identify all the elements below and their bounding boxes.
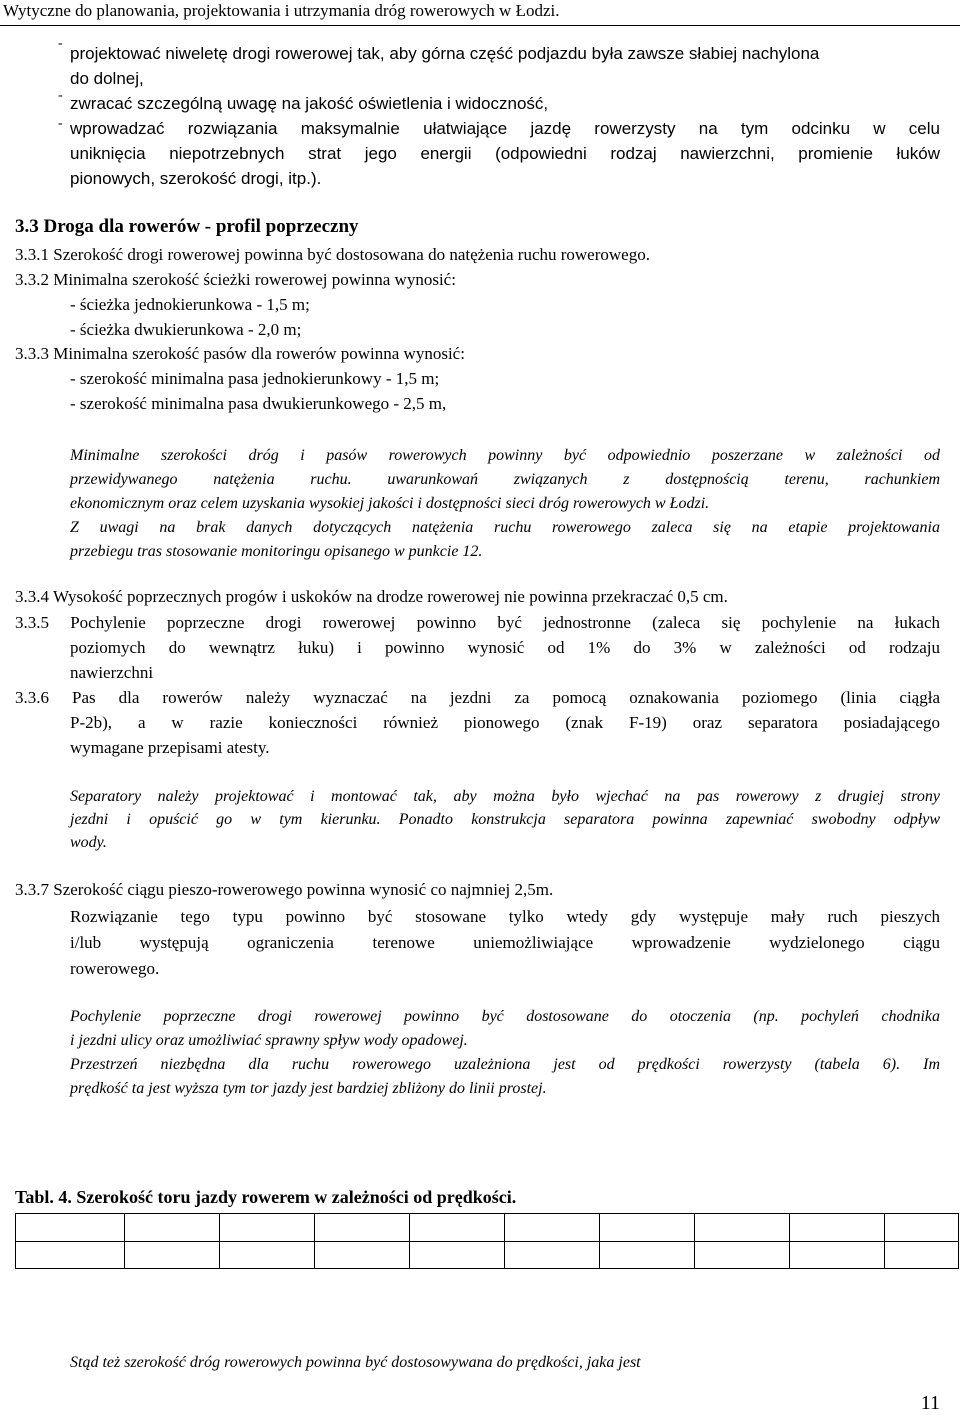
note-line: Pochylenie poprzeczne drogi rowerowej powinno być dostosowane do otoczenia (np. pochyleń chodnika [70,1008,940,1025]
paragraph-3-3-1: 3.3.1 Szerokość drogi rowerowej powinna być dostosowana do natężenia ruchu rowerowego. [15,245,650,264]
paragraph-line: P-2b), a w razie konieczności również pionowego (znak F-19) oraz separatora posiadającego [70,713,940,732]
paragraph-3-3-3: 3.3.3 Minimalna szerokość pasów dla rowerów powinna wynosić: [15,344,465,363]
paragraph-line: Rozwiązanie tego typu powinno być stosowane tylko wtedy gdy występuje mały ruch pieszych [70,907,940,926]
bullet-item-1 [70,41,940,91]
paragraph-3-3-2: 3.3.2 Minimalna szerokość ścieżki rowerowej powinna wynosić: [15,270,456,289]
bullet-marker: - [58,116,63,131]
table-cell [505,1214,600,1242]
table-cell [505,1241,600,1269]
footer-note: Stąd też szerokość dróg rowerowych powinna być dostosowywana do prędkości, jaka jest [70,1354,641,1371]
paragraph-3-3-7: 3.3.7 Szerokość ciągu pieszo-rowerowego powinna wynosić co najmniej 2,5m. [15,880,554,899]
note-line: prędkość ta jest wyższa tym tor jazdy jest bardziej zbliżony do linii prostej. [70,1080,547,1097]
paragraph-line: wymagane przepisami atesty. [70,738,270,757]
table-cell [315,1214,410,1242]
bullet-marker: - [58,36,63,51]
paragraph-line: i/lub występują ograniczenia terenowe uniemożliwiające wprowadzenie wydzielonego ciągu [70,933,940,952]
italic-note-separators [70,785,940,854]
table-cell [885,1241,959,1269]
note-line: ekonomicznym oraz celem uzyskania wysokiej jakości i dostępności sieci dróg rowerowych w Łodzi. [70,495,710,512]
list-item: - ścieżka dwukierunkowa - 2,0 m; [70,320,302,339]
bullet-line: projektować niweletę drogi rowerowej tak, aby górna część podjazdu była zawsze słabiej nachylona [70,44,820,63]
note-line: przebiegu tras stosowanie monitoringu opisanego w punkcie 12. [70,543,483,560]
paragraph-line: poziomych do wewnątrz łuku) i powinno wynosić od 1% do 3% w zależności od rodzaju [70,638,940,657]
bullet-marker: - [58,88,63,103]
note-line: Przestrzeń niezbędna dla ruchu rowerowego uzależniona jest od prędkości rowerzysty (tabela 6). Im [70,1056,940,1073]
table-cell [790,1214,885,1242]
note-line: Separatory należy projektować i montować tak, aby można było wjechać na pas rowerowy z drugiej strony [70,788,940,805]
note-line: Z uwagi na brak danych dotyczących natężenia ruchu rowerowego zaleca się na etapie projektowania [70,519,940,536]
table-cell [125,1214,220,1242]
bullet-item-2 [70,91,548,116]
table-cell [410,1214,505,1242]
bullet-line: wprowadzać rozwiązania maksymalnie ułatwiające jazdę rowerzysty na tym odcinku w celu [70,119,940,138]
table-cell [600,1214,695,1242]
bullet-item-3 [70,116,940,191]
table-cell [220,1241,315,1269]
note-line: wody. [70,834,107,851]
bullet-line: zwracać szczególną uwagę na jakość oświetlenia i widoczność, [70,94,549,113]
bullet-line: pionowych, szerokość drogi, itp.). [70,169,322,188]
section-heading: 3.3 Droga dla rowerów - profil poprzeczny [15,216,359,237]
italic-note-slope [70,1005,940,1101]
paragraph-line: 3.3.6 Pas dla rowerów należy wyznaczać na jezdni za pomocą oznakowania poziomego (linia ciągła [15,688,940,707]
table-cell [790,1241,885,1269]
paragraph-3-3-7-body [70,904,940,982]
table-cell [695,1241,790,1269]
paragraph-line: 3.3.5 Pochylenie poprzeczne drogi rowerowej powinno być jednostronne (zaleca się pochylenie na łukach [15,613,940,632]
paragraph-3-3-6 [15,685,940,760]
width-speed-table [15,1213,959,1269]
table-cell [600,1241,695,1269]
list-item: - szerokość minimalna pasa jednokierunkowy - 1,5 m; [70,369,440,388]
note-line: i jezdni ulicy oraz umożliwiać sprawny spływ wody opadowej. [70,1032,468,1049]
bullet-line: do dolnej, [70,69,144,88]
header-divider [0,25,960,26]
table-caption: Tabl. 4. Szerokość toru jazdy rowerem w zależności od prędkości. [15,1187,517,1207]
paragraph-line: nawierzchni [70,663,154,682]
paragraph-3-3-5 [15,610,940,685]
table-cell [220,1214,315,1242]
page-header: Wytyczne do planowania, projektowania i utrzymania dróg rowerowych w Łodzi. [3,1,560,20]
table-cell [125,1241,220,1269]
table-cell [885,1214,959,1242]
page-number: 11 [920,1392,940,1414]
list-item: - ścieżka jednokierunkowa - 1,5 m; [70,295,310,314]
bullet-line: uniknięcia niepotrzebnych strat jego energii (odpowiedni rodzaj nawierzchni, promienie łuków [70,144,940,163]
table-cell [16,1214,125,1242]
paragraph-line: rowerowego. [70,959,160,978]
note-line: Minimalne szerokości dróg i pasów rowerowych powinny być odpowiednio poszerzane w zależności od [70,447,940,464]
note-line: jezdni i opuścić go w tym kierunku. Ponadto konstrukcja separatora powinna zapewniać swobodny odpływ [70,811,940,828]
table-cell [695,1214,790,1242]
table-cell [315,1241,410,1269]
table-cell [16,1241,125,1269]
table-row [16,1241,959,1269]
paragraph-3-3-4: 3.3.4 Wysokość poprzecznych progów i uskoków na drodze rowerowej nie powinna przekraczać 0,5 cm. [15,587,728,606]
table-row [16,1214,959,1242]
note-line: przewidywanego natężenia ruchu. uwarunkowań związanych z dostępnością terenu, rachunkiem [70,471,940,488]
italic-note-widths [70,444,940,564]
list-item: - szerokość minimalna pasa dwukierunkowego - 2,5 m, [70,394,447,413]
table-cell [410,1241,505,1269]
